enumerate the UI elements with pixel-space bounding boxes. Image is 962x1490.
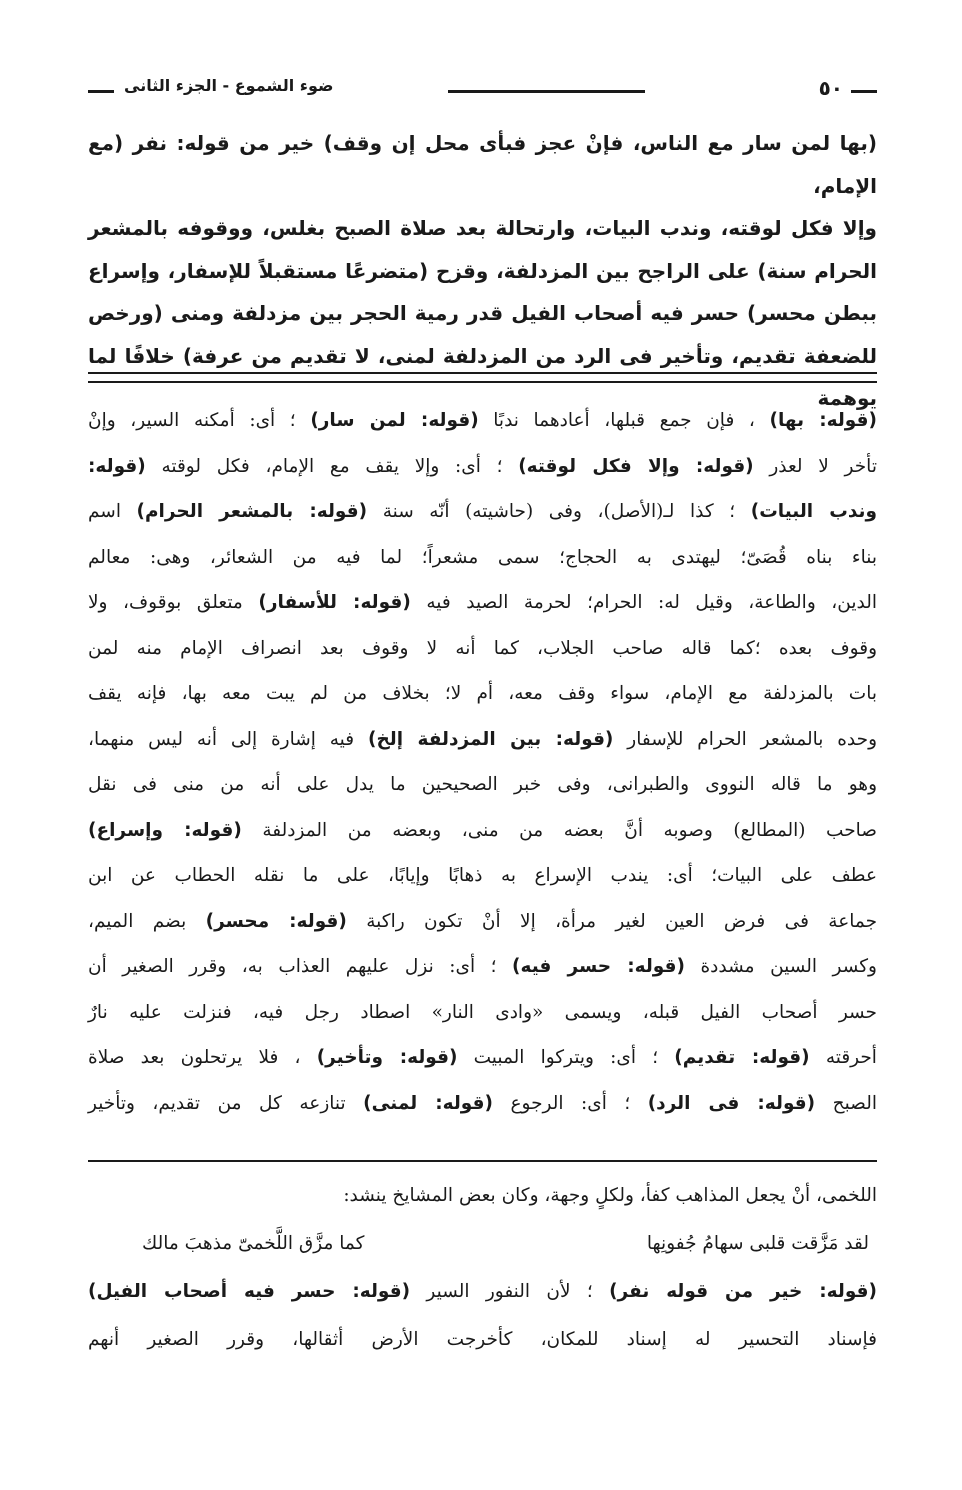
quoted-lemma: (قوله: وإلا فكل لوقته) — [518, 455, 754, 477]
footnote-divider — [88, 1160, 877, 1162]
commentary-span: جماعة فى فرض العين لغير مرأة، إلا أنْ تكون راكبة — [366, 910, 878, 932]
footnote-text — [88, 1172, 877, 1364]
quoted-lemma: وندب البيات) — [750, 501, 877, 522]
commentary-text — [88, 398, 877, 1126]
commentary-span: ، فلا يرتحلون بعد صلاة — [88, 1047, 301, 1068]
quoted-lemma: (قوله: — [88, 455, 146, 477]
commentary-span: ؛ أى: الرجوع — [510, 1092, 631, 1114]
commentary-span: ؛ أى: أمكنه السير، وإنْ — [88, 410, 296, 431]
quoted-lemma: (قوله: حسر فيه أصحاب الفيل) — [88, 1281, 411, 1302]
quoted-lemma: (قوله: تقديم) — [674, 1047, 810, 1068]
commentary-line: وهو ما قاله النووى والطبرانى، وفى خبر الصحيحين ما يدل على أنه من منى فى نقل — [88, 774, 877, 795]
commentary-line: بات بالمزدلفة مع الإمام، سواء وقف معه، أم لا؛ بخلاف من لم يبت معه بها، فإنه يقف — [88, 683, 877, 704]
commentary-line — [88, 899, 877, 945]
commentary-span: وحده بالمشعر الحرام للإسفار — [627, 728, 878, 750]
commentary-span: الصبح — [832, 1092, 877, 1114]
commentary-span: تنازعه كل من تقديم، وتأخير — [88, 1092, 346, 1114]
commentary-span: ؛ كذا لـ(الأصل)، وفى (حاشيته) أنّه سنة — [382, 501, 736, 522]
quoted-lemma: (قوله: بها) — [769, 410, 877, 431]
commentary-span: اسم — [88, 501, 121, 522]
commentary-line — [88, 808, 877, 854]
commentary-line — [88, 944, 877, 990]
commentary-span: ؛ أى: ويتركوا المبيت — [473, 1047, 659, 1068]
quoted-lemma: (قوله: للأسفار) — [258, 592, 411, 613]
commentary-span: أحرقته — [825, 1047, 877, 1068]
commentary-line — [88, 444, 877, 490]
footnote-span: ؛ لأن النفور السير — [426, 1281, 593, 1302]
header-rule-right — [851, 90, 877, 93]
quoted-lemma: (قوله: بالمشعر الحرام) — [136, 501, 368, 522]
main-line: ببطن محسر) حسر فيه أصحاب الفيل قدر رمية الحجر بين مزدلفة ومنى (ورخص — [88, 301, 877, 325]
commentary-line — [88, 398, 877, 444]
commentary-span: فيه إشارة إلى أنه ليس منهما، — [88, 728, 355, 750]
verse-first-hemistich: لقد مَزَّقت قلبى سهامُ جُفونِها — [646, 1233, 869, 1254]
commentary-span: وكسر السين مشددة — [700, 956, 877, 977]
commentary-line — [88, 1035, 877, 1081]
commentary-span: ؛ أى: نزل عليهم العذاب به، وقرر الصغير أن — [88, 956, 497, 977]
header-rule-middle — [448, 90, 645, 93]
footnote-line — [88, 1268, 877, 1316]
commentary-span: بضم الميم، — [88, 910, 187, 932]
commentary-span: ؛ أى: وإلا يقف مع الإمام، فكل لوقته — [161, 455, 503, 477]
footnote-line: فإسناد التحسير له إسناد للمكان، كأخرجت الأرض أثقالها، وقرر الصغير أنهم — [88, 1329, 877, 1350]
commentary-line — [88, 717, 877, 763]
quoted-lemma: (قوله: خير من قوله نفر) — [609, 1281, 877, 1302]
main-line: للضعفة تقديم، وتأخير فى الرد من المزدلفة لمنى، لا تقديم من عرفة) خلافًا لما يوهمة — [88, 343, 877, 410]
running-header — [88, 76, 877, 100]
commentary-line — [88, 1081, 877, 1127]
main-line: (بها لمن سار مع الناس، فإنْ عجز فبأى محل إن وقف) خير من قوله: نفر (مع الإمام، — [88, 131, 877, 198]
commentary-line: حسر أصحاب الفيل قبله، ويسمى «وادى النار» اصطاد رجل فيه، فنزلت عليه نارٌ — [88, 1001, 877, 1023]
commentary-line: بناء بناه قُصَىّ؛ ليهتدى به الحجاج؛ سمى مشعراً؛ لما فيه من الشعائر، وهى: معالم — [88, 546, 877, 568]
quoted-lemma: (قوله: فى الرد) — [647, 1092, 816, 1114]
quoted-lemma: (قوله: لمن سار) — [310, 410, 479, 431]
header-rule-left — [88, 90, 114, 93]
commentary-line — [88, 489, 877, 535]
quoted-lemma: (قوله: بين المزدلفة إلخ) — [367, 728, 614, 750]
footnote-line: اللخمى، أنْ يجعل المذاهب كفأ، ولكلٍ وجهة، وكان بعض المشايخ ينشد: — [343, 1185, 877, 1206]
quoted-lemma: (قوله: محسر) — [205, 910, 347, 932]
commentary-span: ، فإن جمع قبلها، أعادهما ندبًا — [493, 410, 755, 431]
double-divider — [88, 372, 877, 383]
commentary-span: صاحب (المطالع) وصوبه أنَّ بعضه من منى، وبعضه من المزدلفة — [262, 819, 877, 841]
commentary-span: تأخر لا لعذر — [769, 455, 877, 477]
commentary-line: وقوف بعده ؛كما قاله صاحب الجلاب، كما أنه لا وقوف بعد انصراف الإمام منه لمن — [88, 637, 877, 659]
commentary-span: الدين، والطاعة، وقيل له: الحرام؛ لحرمة الصيد فيه — [426, 592, 877, 613]
main-line: الحرام سنة) على الراجح بين المزدلفة، وقزح (متضرعًا مستقبلاً للإسفار، وإسراع — [88, 258, 877, 283]
quoted-lemma: (قوله: وإسراع) — [88, 819, 242, 841]
poetry-verse — [88, 1220, 877, 1268]
main-line: وإلا فكل لوقته، وندب البيات، وارتحالة بعد صلاة الصبح بغلس، ووقوفه بالمشعر — [88, 216, 877, 240]
quoted-lemma: (قوله: وتأخير) — [316, 1047, 458, 1068]
quoted-lemma: (قوله: لمنى) — [363, 1092, 493, 1114]
quoted-lemma: (قوله: حسر فيه) — [512, 956, 685, 977]
book-title: ضوء الشموع - الجزء الثانى — [124, 76, 334, 95]
commentary-line: عطف على البيات؛ أى: يندب الإسراع به ذهابًا وإيابًا، على ما نقله الحطاب عن ابن — [88, 865, 877, 886]
commentary-span: متعلق بوقوف، ولا — [88, 592, 243, 613]
verse-second-hemistich: كما مزَّق اللَّخمىّ مذهبَ مالك — [142, 1233, 365, 1254]
page-number: ٥٠ — [818, 76, 843, 100]
commentary-line — [88, 580, 877, 626]
